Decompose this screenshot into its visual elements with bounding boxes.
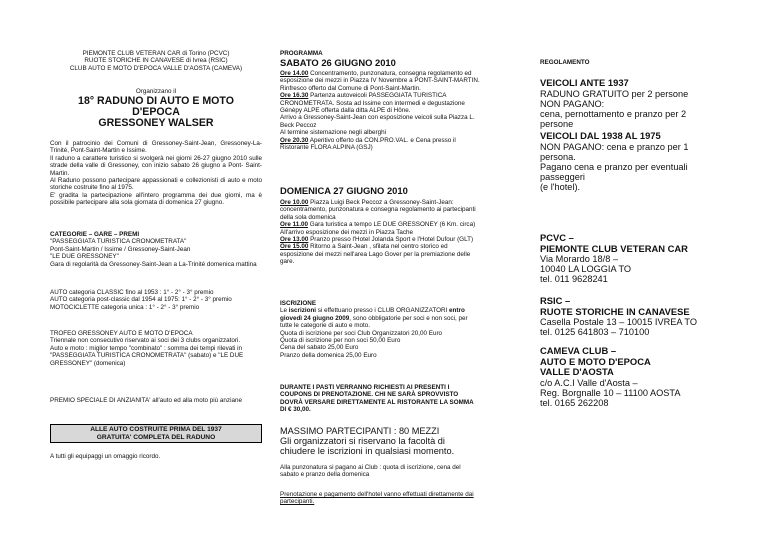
schedule-item [280,243,480,265]
club-name: RSIC – [540,295,571,306]
schedule-item [280,70,480,92]
schedule-time: Ore 13.00 [280,236,309,244]
club-contact-cameva [540,346,740,408]
club-name: VALLE D'AOSTA [540,366,614,377]
organizer-line: PIEMONTE CLUB VETERAN CAR di Torino (PCVC) [82,50,230,57]
trophy-line: TROFEO GRESSONEY AUTO E MOTO D'EPOCA [50,330,193,337]
intro-paragraph: Al Raduno possono partecipare appassionati e collezionisti di auto e moto storiche costruite fino al 1975. [50,177,262,192]
intro-paragraph: E' gradita la partecipazione all'intero programma dei due giorni, ma è possibile partecipare alla sola giornata di domenica 27 giugno. [50,191,262,207]
sunday-schedule [280,199,480,266]
registration-text-part: si effettuano presso i CLUB ORGANIZZATORI [316,307,450,315]
program-label: PROGRAMMA [280,50,323,57]
registration-text [280,307,480,329]
club-address: Via Morardo 18/8 – [540,254,618,264]
regolamento-label: REGOLAMENTO [540,59,590,66]
schedule-text: Piazza Luigi Beck Peccoz a Gressoney-Saint-Jean: concentramento, punzonatura e consegna regolamento ai partecipanti della sola domenica [280,199,476,221]
organizers-block [50,50,262,72]
schedule-item [280,236,480,243]
auto-categories [50,289,262,311]
1938-1975-rules [540,142,715,192]
club-address: 10040 LA LOGGIA TO [540,264,632,274]
rule-line: Pagano cena e pranzo per eventuali passeggeri [540,162,688,182]
club-phone: tel. 0125 641803 – 710100 [540,327,650,337]
registration-text-bold: iscrizioni [288,307,317,315]
schedule-text: Al termine sistemazione negli alberghi [280,129,387,137]
registration-block [280,300,480,359]
intro-paragraph: Il raduno a carattere turistico si svolgerà nei giorni 26-27 giugno 2010 sulle strade della valle di Gressoney, con inizio sabato 26 giugno a Pont- Saint-Martin. [50,154,262,177]
categories-block [50,231,262,268]
schedule-text: Gara turistica a tempo LE DUE GRESSONEY (6 Km. circa) [308,221,476,229]
free-participation-box [50,424,262,443]
schedule-text: All'arrivo esposizione dei mezzi in Piazza Tache [280,228,414,236]
category-line: "LE DUE GRESSONEY" [50,253,119,261]
schedule-item [280,129,480,136]
max-line: Gli organizzatori si riservano la facoltà di [280,436,445,446]
schedule-text: Aperitivo offerto da CON.PRO.VAL. e Cena presso il Ristorante FLORA ALPINA (GSJ) [280,136,456,152]
club-name: CAMEVA CLUB – [540,345,617,356]
schedule-time: Ore 15.00 [280,243,309,251]
saturday-heading: SABATO 26 GIUGNO 2010 [280,57,396,68]
schedule-item [280,137,480,152]
rule-line: (e l'hotel). [540,182,581,192]
max-participants [280,426,480,456]
schedule-item [280,114,480,129]
event-title [50,96,262,130]
ante-1937-rules [540,89,718,129]
gift-note: A tutti gli equipaggi un omaggio ricordo. [50,453,161,460]
trophy-block [50,330,262,367]
special-prize: PREMIO SPECIALE DI ANZIANITA' all'auto ed alla moto più anziane [50,397,242,404]
title-line: D'EPOCA [132,106,180,119]
schedule-time: Ore 16.30 [280,92,309,100]
schedule-time: Ore 14.00 [280,70,309,77]
title-line: 18° RADUNO DI AUTO E MOTO [78,95,234,107]
registration-text-part: , sono obbligatorie per soci e non soci, per tutte le categorie di auto e moto. [280,314,468,330]
club-name: AUTO E MOTO D'EPOCA [540,355,651,367]
club-name: PIEMONTE CLUB VETERAN CAR [540,242,688,254]
auto-category: MOTOCICLETTE categoria unica : 1° - 2° - 3° premio [50,303,200,311]
saturday-schedule [280,70,480,151]
schedule-text: Partenza autoveicoli PASSEGGIATA TURISTICA CRONOMETRATA. Sosta ad Issime con intermedi e degustazione Génèpy ALPE offerta dalla ditta ALPE di Hône. [280,92,465,115]
intro-text [50,140,262,207]
organizer-line: CLUB AUTO E MOTO D'EPOCA VALLE D'AOSTA (CAMEVA) [69,64,243,72]
schedule-text: Arrivo a Gressoney-Saint-Jean con esposizione veicoli sulla Piazza L. Beck Peccoz [280,114,475,129]
fee-line: Quota di iscrizione per non soci 50,00 Euro [280,337,401,345]
rule-line: cena, pernottamento e pranzo per 2 persone [540,109,687,129]
organizer-line: RUOTE STORICHE IN CANAVESE di Ivrea (RSIC) [84,57,228,65]
rule-line: NON PAGANO: [540,99,605,109]
schedule-time: Ore 20.30 [280,136,309,144]
schedule-text: Concentramento, punzonatura, consegna regolamento ed esposizione dei mezzi in Piazza IV Novembre a PONT-SAINT-MARTIN. Rinfresco offerto dal Comune di Pont-Saint-Martin. [280,70,480,92]
meal-coupon-warning: DURANTE I PASTI VERRANNO RICHIESTI AI PRESENTI I COUPONS DI PRENOTAZIONE. CHI NE SARÀ SPROVVISTO DOVRÀ VERSARE DIRETTAMENTE AL RISTORANTE LA SOMMA DI € 30,00. [280,384,474,414]
organized-by: Organizzano il [135,88,177,95]
intro-paragraph: Con il patrocinio dei Comuni di Gressoney-Saint-Jean, Gressoney-La-Trinité, Pont-Saint-Martin e Issime. [50,140,262,155]
club-phone: tel. 011 9628241 [540,274,608,284]
category-line: "PASSEGGIATA TURISTICA CRONOMETRATA" [50,238,187,246]
club-address: c/o A.C.I Valle d'Aosta – [540,377,638,388]
schedule-item [280,229,480,236]
club-name: PCVC – [540,232,574,243]
box-line: ALLE AUTO COSTRUITE PRIMA DEL 1937 [90,426,222,433]
trophy-line: "PASSEGGIATA TURISTICA CRONOMETRATA" (sabato) e "LE DUE GRESSONEY" (domenica) [50,352,244,367]
title-line: GRESSONEY WALSER [98,117,214,130]
club-address: Reg. Borgnalle 10 – 11100 AOSTA [540,387,681,398]
sunday-heading: DOMENICA 27 GIUGNO 2010 [280,185,408,196]
trophy-line: Triennale non consecutivo riservato ai soci dei 3 clubs organizzatori. [50,337,241,345]
registration-heading: ISCRIZIONE [280,300,317,307]
ante-1937-heading: VEICOLI ANTE 1937 [540,77,629,88]
schedule-time: Ore 11.00 [280,221,309,229]
fee-line: Quota di iscrizione per soci Club Organizzatori 20,00 Euro [280,329,443,337]
categories-heading: CATEGORIE – GARE – PREMI [50,231,140,238]
max-line: chiudere le iscrizioni in qualsiasi momento. [280,446,455,456]
club-address: Casella Postale 13 – 10015 IVREA TO [540,317,697,327]
registration-text-part: Le [280,307,289,315]
category-line: Gara di regolarità da Gressoney-Saint-Jean a La-Trinité domenica mattina [50,260,257,268]
max-line: MASSIMO PARTECIPANTI : 80 MEZZI [280,426,440,436]
auto-category: AUTO categoria post-classic dal 1954 al 1975: 1° - 2° - 3° premio [50,296,232,304]
box-line: GRATUITA' COMPLETA DEL RADUNO [96,433,216,441]
category-line: Pont-Saint-Martin / Issime / Gressoney-Saint-Jean [50,245,191,253]
auto-category: AUTO categoria CLASSIC fino al 1953 : 1° - 2° - 3° premio [50,289,214,296]
1938-1975-heading: VEICOLI DAL 1938 AL 1975 [540,130,661,141]
schedule-text: Pranzo presso l'Hotel Jolanda Sport e l'Hotel Dufour (GLT) [308,236,474,244]
trophy-line: Auto e moto : miglior tempo "combinato" : somma dei tempi rilevati in [50,344,243,352]
rule-line: NON PAGANO: cena e pranzo per 1 persona. [540,142,689,162]
club-phone: tel. 0165 262208 [540,397,609,408]
schedule-item [280,92,480,114]
rule-line: RADUNO GRATUITO per 2 persone [540,89,689,99]
registration-deadline: entro giovedì 24 giugno 2009 [280,307,465,322]
schedule-item [280,199,480,221]
schedule-text: Ritorno a Saint-Jean , sfilata nel centro storico ed esposizione dei mezzi nell'area Lago Gover per la premiazione delle gare. [280,243,471,266]
club-name: RUOTE STORICHE IN CANAVESE [540,305,690,317]
payment-note: Alla punzonatura si pagano ai Club : quota di iscrizione, cena del sabato e pranzo della domenica [280,464,461,479]
schedule-time: Ore 10.00 [280,199,309,206]
schedule-item [280,221,480,228]
hotel-note: Prenotazione e pagamento dell'hotel vanno effettuati direttamente dai partecipanti. [280,491,474,506]
club-contact-pcvc [540,233,740,284]
fee-line: Pranzo della domenica 25,00 Euro [280,351,377,359]
fee-line: Cena del sabato 25,00 Euro [280,344,359,352]
club-contact-rsic [540,296,740,337]
